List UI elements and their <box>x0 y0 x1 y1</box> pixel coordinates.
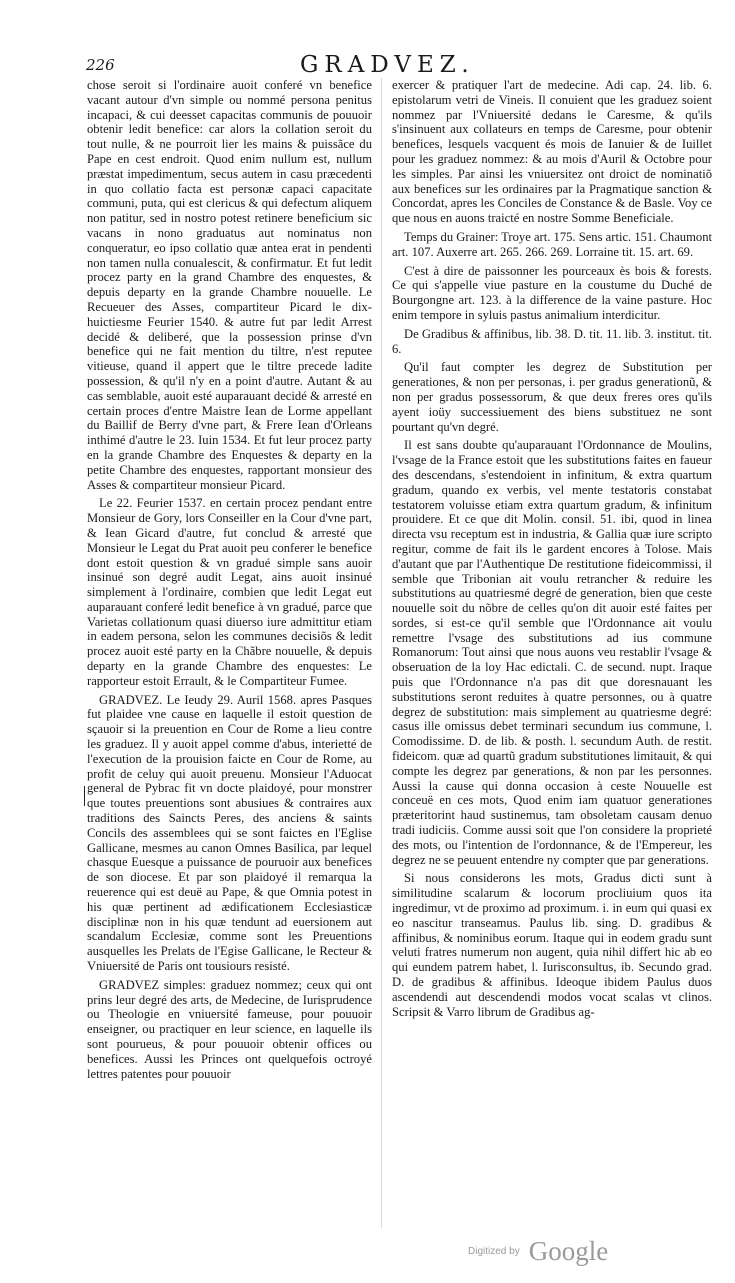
column-divider <box>381 78 382 1228</box>
left-column <box>87 78 372 1232</box>
paragraph: chose seroit si l'ordinaire auoit conferé vn benefice vacant autour d'vn simple ou nommé persona penitus incapaci, & cui deesset capacitas communis de pouuoir obtenir ledit benefice: car alors la collation seroit du tout nulle, & ne pourroit lier les mains & puissãce du Pape en cest endroit. Quod enim nullum est, nullum præstat impedimentum, secus autem in casu præcedenti in quo collatio facta est personæ capaci capacitate communi, puta, qui est clericus & qui defectum aliquem non patitur, sed in nostro potest retinere beneficium sic vacans in nono graduatus aut nominatus non conqueratur, eo ipso collatio quæ antea erat in pendenti non tamen nulla conualescit, & confirmatur. Et fut ledit procez party en la grand Chambre des enquestes, & depuis departy en la grande Chambre nouuelle. Le Recueuer des Asses, compartiteur Picard le dix-huictiesme Feurier 1540. & autre fut par ledit Arrest decidé & deliberé, que la possession prinse d'vn benefice qui ne fait mention du tiltre, n'est reputee vitieuse, quand il appert que le tiltre precede ladite possession, & qu'il n'y en a point d'autre. Autant & au cas semblable, auoit esté auparauant decidé & arresté en certain proces d'entre Maistre Iean de Lorme appellant du Baillif de Berry d'vne part, & Frere Iean d'Orleans inthimé d'autre le 23. Iuin 1534. Et fut leur procez party en la grande Chambre des Enquestes & departy en la petite Chambre des enquestes, rapportant monsieur des Asses & compartiteur monsieur Picard. <box>87 78 372 492</box>
paragraph: Le 22. Feurier 1537. en certain procez pendant entre Monsieur de Gory, lors Conseiller en la Cour d'vne part, & Iean Gicard d'autre, fut conclud & arresté que Monsieur le Legat du Prat auoit peu conferer le benefice dont estoit question & vn gradué simple sans auoir insinué son degré audit Legat, ains auoit insinué simplement à l'ordinaire, combien que ledit Legat eut auparauant conferé ledit benefice à vn gradué, parce que Varietas collationum quasi diuerso iure admittitur etiam in eadem persona, selon les communes decisiõs & ledit procez auoit esté party en la Chãbre nouuelle, & depuis departy en la grande Chambre des enquestes: Le rapporteur estoit Errault, & le Compartiteur Fumee. <box>87 496 372 688</box>
digitized-by-google-watermark <box>468 1236 608 1267</box>
paragraph: Il est sans doubte qu'auparauant l'Ordonnance de Moulins, l'vsage de la France estoit que les substitutions faites en faueur des descendans, s'estendoient in infinitum, & extra quartum gradum, quando ex verbis, vel mente testatoris constabat testatorem voluisse etiam extra quartum gradum, & infinitum prouidere. Et ce que dit Molin. consil. 51. ibi, quod in linea directa vsu receptum est in industria, & Gallia quæ iure scripto regitur, comme de fait ils le gardent encores à Tolose. Mais d'autant que par l'Authentique De restitutione fideicommissi, il semble que Tribonian ait voulu retrancher & reduire les substitutions au quatriesmé degré de generation, bien que ceste nouuelle soit du nõbre de celles qu'on dit auoir esté faites per sordes, si est-ce qu'il semble que l'Ordonnance ait voulu remettre l'vsage des substitutions ad ius commune Romanorum: Tout ainsi que nous auons veu restablir l'vsage & obseruation de la loy Hac edictali. C. de secund. nupt. Iraque puis que l'Ordonnance n'a pas dit que doresnauant les substitutions seront reduites à quatre personnes, ou à quatre degrez de substitution: mais simplement au quatriesme degré: casus ille omissus debet terminari secundum ius commune, l. Comodissime. D. de lib. & posth. l. secundum Auth. de restit. fideicom. quæ ad quartũ gradum substitutiones limitauit, & qui compte les degrez par generations, & non par les personnes. Aussi la cause qui donna occasion à ceste Nouuelle est conceuë en ces mots, Quod enim iam quatuor generationes præteritorint haud sustinemus, tam obsoletam causam denuo tradi iudiciis. Comme aussi soit que l'on considere la proprieté des mots, ou l'intention de l'ordonnance, & de l'Empereur, les degrez ne se peuuent entendre ny compter que par generations. <box>392 438 712 867</box>
paragraph: exercer & pratiquer l'art de medecine. Adi cap. 24. lib. 6. epistolarum vetri de Vineis. Il conuient que les graduez soient nommez par l'Vniuersité dedans le Caresme, & qu'ils s'insinuent aux collateurs en temps de Caresme, pour obtenir benefices, lesquels vacquent és mois de Ianuier & de Iuillet pour les graduez nommez: & au mois d'Auril & Octobre pour les simples. Par ainsi les vniuersitez ont droict de nominatiõ aux benefices sur les ordinaires par la Pragmatique sanction & Concordat, apres les Conciles de Constance & de Basle. Voy ce que nous en auons traicté en nostre Somme Beneficiale. <box>392 78 712 226</box>
google-logo: Google <box>528 1236 609 1266</box>
paragraph: GRADVEZ. Le Ieudy 29. Auril 1568. apres Pasques fut plaidee vne cause en laquelle il estoit question de sçauoir si la preuention en Cour de Rome a lieu contre les graduez. Il y auoit appel comme d'abus, interietté de l'execution de la prouision faicte en Cour de Rome, au profit de celuy qui auoit preuenu. Monsieur l'Aduocat general de Pybrac fit vn docte plaidoyé, pour monstrer que toutes preuentions sont abusiues & contraires aux traditions des Saincts Peres, des anciens & saints Concils des assemblees qui se sont faictes en l'Eglise Gallicane, mesmes au canon Omnes Basilica, par lequel chasque Euesque a puissance de pouruoir aux benefices de son diocese. Et par son plaidoyé il remarqua la reuerence qui est deuë au Pape, & que Omnia potest in his quæ pertinent ad ædificationem Ecclesiasticæ disciplinæ non in his quæ tendunt ad euersionem aut scandalum Ecclesiæ, comme sont les Preuentions ausquelles les Prelats de l'Egise Gallicane, le Recteur & Vniuersité de Paris ont tousiours resisté. <box>87 692 372 974</box>
right-column <box>392 78 712 1232</box>
paragraph: Si nous considerons les mots, Gradus dicti sunt à similitudine scalarum & locorum procliuium quos ita ingredimur, vt de proximo ad proximum. i. in eum qui quasi ex eo nascitur transeamus. Paulus lib. sing. D. gradibus & affinibus, & nominibus eorum. Itaque qui in eodem gradu sunt veluti fratres numerum non augent, quia nihil differt hic ab eo qui eundem patrem habet, l. Iurisconsultus, ib. Secundo grad. D. de gradibus & affinibus. Ideoque ibidem Paulus duos ascendendi aut descendendi modos vocat scalas vt clinos. Scripsit & Varro librum de Gradibus ag- <box>392 871 712 1019</box>
paragraph: C'est à dire de paissonner les pourceaux ès bois & forests. Ce qui s'appelle viue pasture en la coustume du Duché de Bourgongne art. 123. à la difference de la vaine pasture. Hoc enim tempore in syluis pastus animalium interdicitur. <box>392 263 712 322</box>
digitized-by-label: Digitized by <box>468 1246 520 1257</box>
paragraph: Qu'il faut compter les degrez de Substitution per generationes, & non per personas, i. per gradus generationũ, & non per gradus possessorum, & que deux freres ores qu'ils ayent ioüy successiuement des biens substituez ne sont pourtant qu'vn degré. <box>392 360 712 434</box>
paragraph: Temps du Grainer: Troye art. 175. Sens artic. 151. Chaumont art. 107. Auxerre art. 265. 266. 269. Lorraine tit. 15. art. 69. <box>392 229 712 259</box>
running-title: GRADVEZ. <box>300 52 475 78</box>
paragraph: De Gradibus & affinibus, lib. 38. D. tit. 11. lib. 3. institut. tit. 6. <box>392 326 712 356</box>
paragraph: GRADVEZ simples: graduez nommez; ceux qui ont prins leur degré des arts, de Medecine, de Iurisprudence ou Theologie en vniuersité fameuse, pour pouuoir enseigner, ou practiquer en leur science, en laquelle ils sont pourueus, & pour pouuoir obtenir offices ou benefices. Aussi les Princes ont quelquefois octroyé lettres patentes pour pouuoir <box>87 977 372 1081</box>
margin-marker <box>84 786 85 806</box>
page-number: 226 <box>86 56 115 74</box>
